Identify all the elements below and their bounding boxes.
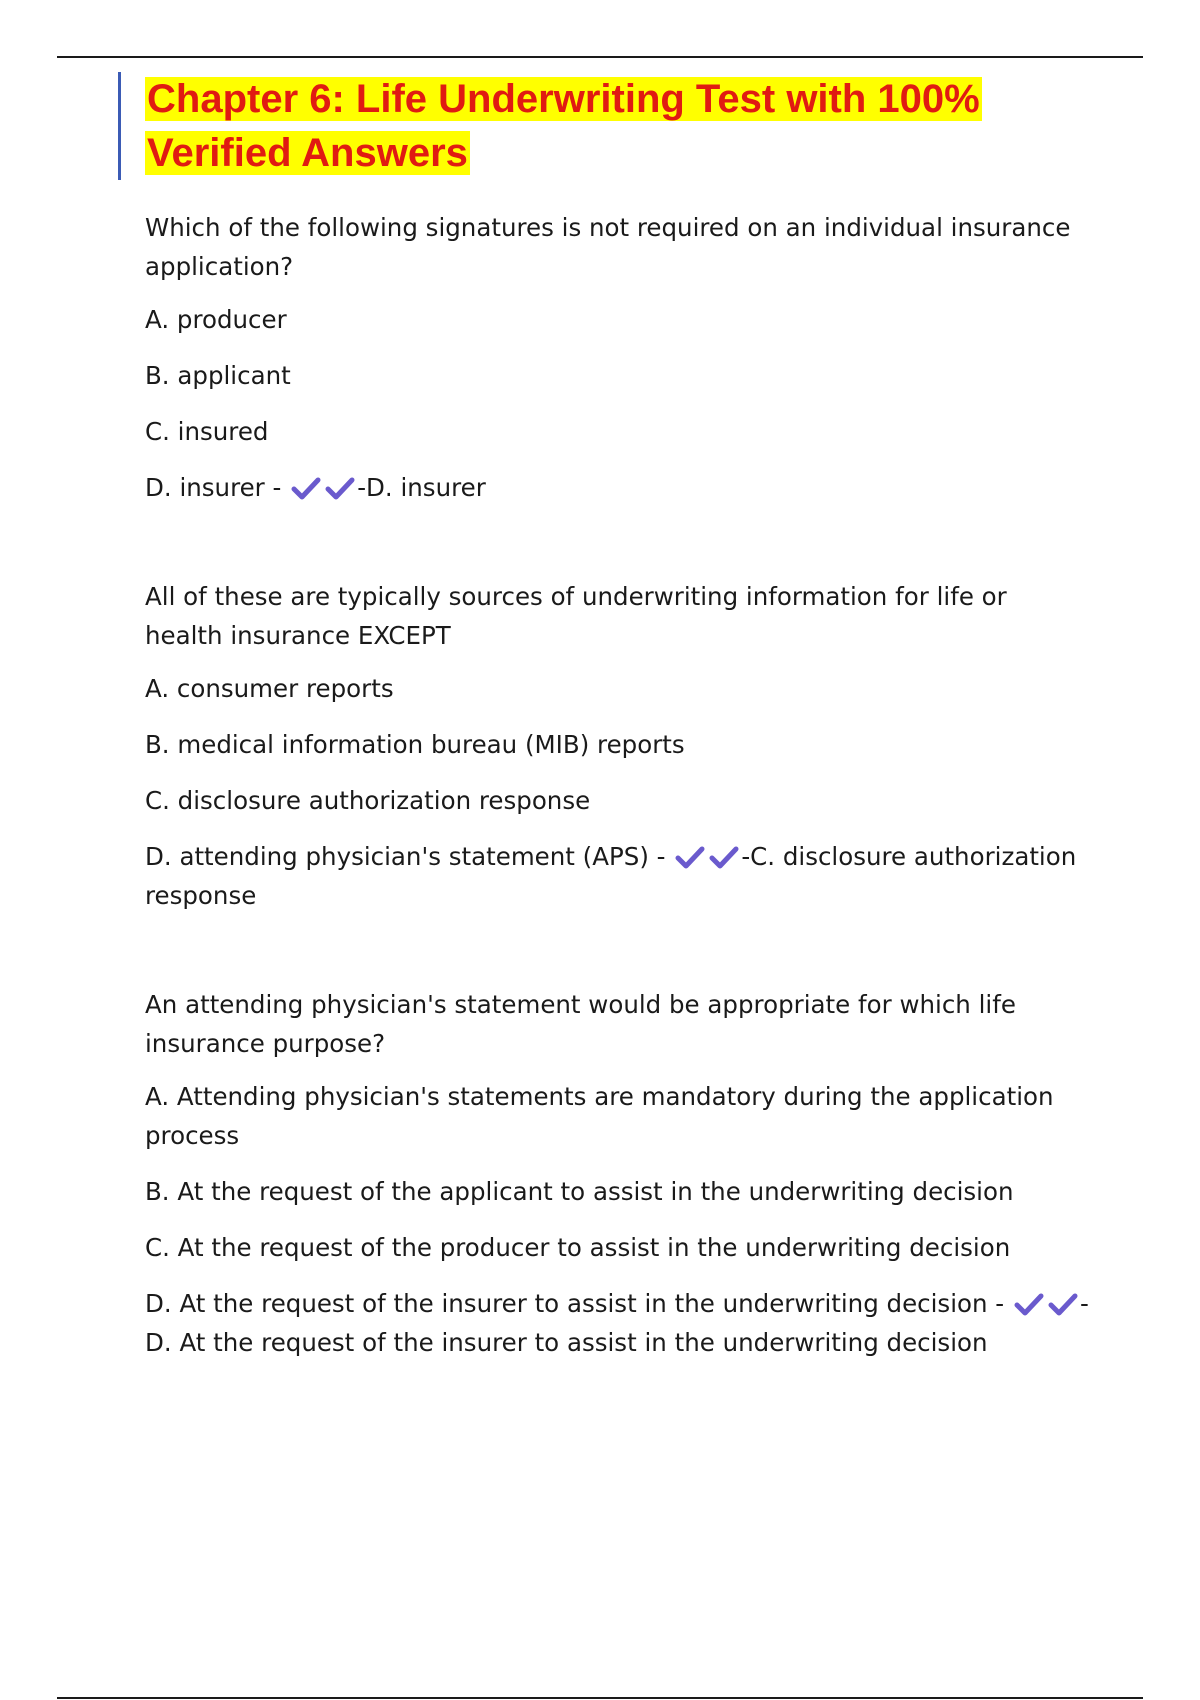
- answer-text: - D. At the request of the insurer to assist in the underwriting decision: [145, 1289, 1089, 1357]
- question-block: [145, 985, 1090, 1362]
- option-b: B. applicant: [145, 361, 291, 390]
- option-c: C. disclosure authorization response: [145, 786, 591, 815]
- title-line-2: Verified Answers: [147, 131, 468, 175]
- bottom-rule: [57, 1697, 1143, 1699]
- option-d-text: D. attending physician's statement (APS) -: [145, 842, 666, 871]
- check-icon: [1014, 1292, 1044, 1318]
- check-icon: [675, 845, 705, 871]
- option-c: C. insured: [145, 417, 269, 446]
- question-text: Which of the following signatures is not required on an individual insurance application?: [145, 213, 1071, 281]
- check-icon: [291, 476, 321, 502]
- option-a: A. consumer reports: [145, 674, 394, 703]
- option-d: [145, 837, 1090, 915]
- title-block: [118, 72, 1045, 180]
- check-icon: [325, 476, 355, 502]
- check-icon: [709, 845, 739, 871]
- option-d-text: D. At the request of the insurer to assist in the underwriting decision -: [145, 1289, 1005, 1318]
- question-text: An attending physician's statement would be appropriate for which life insurance purpose?: [145, 990, 1016, 1058]
- option-d: [145, 468, 1090, 507]
- page-title: [145, 72, 1045, 180]
- option-a: A. producer: [145, 305, 287, 334]
- answer-text: -D. insurer: [357, 473, 486, 502]
- answer-text: -C. disclosure authorization response: [145, 842, 1077, 910]
- option-b: B. medical information bureau (MIB) reports: [145, 730, 685, 759]
- question-list: [145, 208, 1090, 1379]
- option-c: C. At the request of the producer to assist in the underwriting decision: [145, 1233, 1011, 1262]
- option-d-text: D. insurer -: [145, 473, 282, 502]
- check-icon: [1048, 1292, 1078, 1318]
- question-block: [145, 208, 1090, 507]
- title-line-1: Chapter 6: Life Underwriting Test with 100%: [147, 77, 980, 121]
- top-rule: [57, 56, 1143, 58]
- option-a: A. Attending physician's statements are mandatory during the application process: [145, 1082, 1054, 1150]
- question-block: [145, 577, 1090, 915]
- option-b: B. At the request of the applicant to assist in the underwriting decision: [145, 1177, 1014, 1206]
- question-text: All of these are typically sources of underwriting information for life or health insurance EXCEPT: [145, 582, 1007, 650]
- option-d: [145, 1284, 1090, 1362]
